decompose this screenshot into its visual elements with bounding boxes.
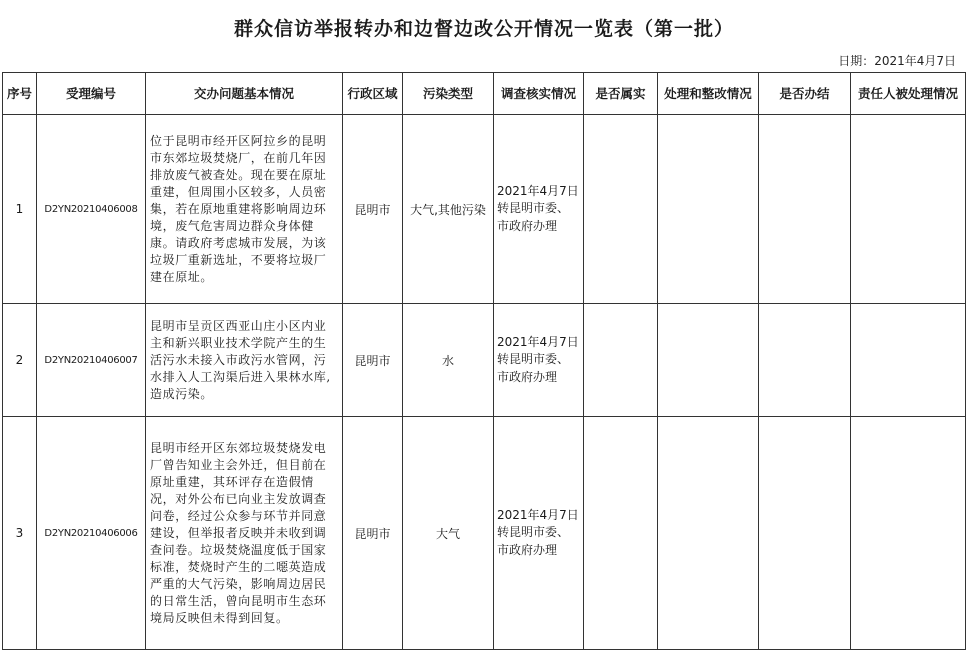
header-no: 序号: [3, 73, 37, 115]
cell-is-true: [584, 115, 658, 304]
cell-responsible: [851, 304, 966, 417]
cell-region: 昆明市: [343, 115, 403, 304]
table-header-row: [3, 73, 966, 115]
table-row: [3, 304, 966, 417]
cell-is-true: [584, 417, 658, 650]
cell-is-closed: [759, 115, 851, 304]
header-is-closed: 是否办结: [759, 73, 851, 115]
cell-handling: [658, 304, 759, 417]
cell-pollution: 水: [403, 304, 494, 417]
table-row: [3, 417, 966, 650]
cell-responsible: [851, 417, 966, 650]
header-pollution: 污染类型: [403, 73, 494, 115]
cell-code: D2YN20210406006: [37, 417, 146, 650]
header-responsible: 责任人被处理情况: [851, 73, 966, 115]
cell-pollution: 大气,其他污染: [403, 115, 494, 304]
cell-code: D2YN20210406007: [37, 304, 146, 417]
header-handling: 处理和整改情况: [658, 73, 759, 115]
cell-no: 3: [3, 417, 37, 650]
cell-code: D2YN20210406008: [37, 115, 146, 304]
cell-description: 昆明市经开区东郊垃圾焚烧发电厂曾告知业主会外迁，但目前在原址重建，其环评存在造假情况，对外公布已向业主发放调查问卷，经过公众参与环节并同意建设，但举报者反映并未收到调查问卷。垃圾焚烧温度低于国家标准，焚烧时产生的二噁英造成严重的大气污染，影响周边居民的日常生活，曾向昆明市生态环境局反映但未得到回复。: [146, 417, 343, 650]
cell-investigation: 2021年4月7日转昆明市委、市政府办理: [494, 115, 584, 304]
header-code: 受理编号: [37, 73, 146, 115]
cell-pollution: 大气: [403, 417, 494, 650]
cell-responsible: [851, 115, 966, 304]
cell-region: 昆明市: [343, 304, 403, 417]
cell-is-true: [584, 304, 658, 417]
cell-no: 1: [3, 115, 37, 304]
cell-no: 2: [3, 304, 37, 417]
cell-description: 位于昆明市经开区阿拉乡的昆明市东郊垃圾焚烧厂，在前几年因排放废气被查处。现在要在原址重建，但周围小区较多，人员密集，若在原地重建将影响周边环境，废气危害周边群众身体健康。请政府考虑城市发展，为该垃圾厂重新选址，不要将垃圾厂建在原址。: [146, 115, 343, 304]
cell-description: 昆明市呈贡区西亚山庄小区内业主和新兴职业技术学院产生的生活污水未接入市政污水管网，污水排入人工沟渠后进入果林水库,造成污染。: [146, 304, 343, 417]
header-description: 交办问题基本情况: [146, 73, 343, 115]
page-title: 群众信访举报转办和边督边改公开情况一览表（第一批）: [233, 18, 734, 40]
cell-region: 昆明市: [343, 417, 403, 650]
cell-investigation: 2021年4月7日转昆明市委、市政府办理: [494, 417, 584, 650]
report-table: [2, 72, 966, 650]
cell-handling: [658, 115, 759, 304]
cell-investigation: 2021年4月7日转昆明市委、市政府办理: [494, 304, 584, 417]
date-label: 日期：2021年4月7日: [838, 54, 956, 68]
table-row: [3, 115, 966, 304]
cell-handling: [658, 417, 759, 650]
cell-is-closed: [759, 417, 851, 650]
header-is-true: 是否属实: [584, 73, 658, 115]
cell-is-closed: [759, 304, 851, 417]
header-investigation: 调查核实情况: [494, 73, 584, 115]
header-region: 行政区域: [343, 73, 403, 115]
